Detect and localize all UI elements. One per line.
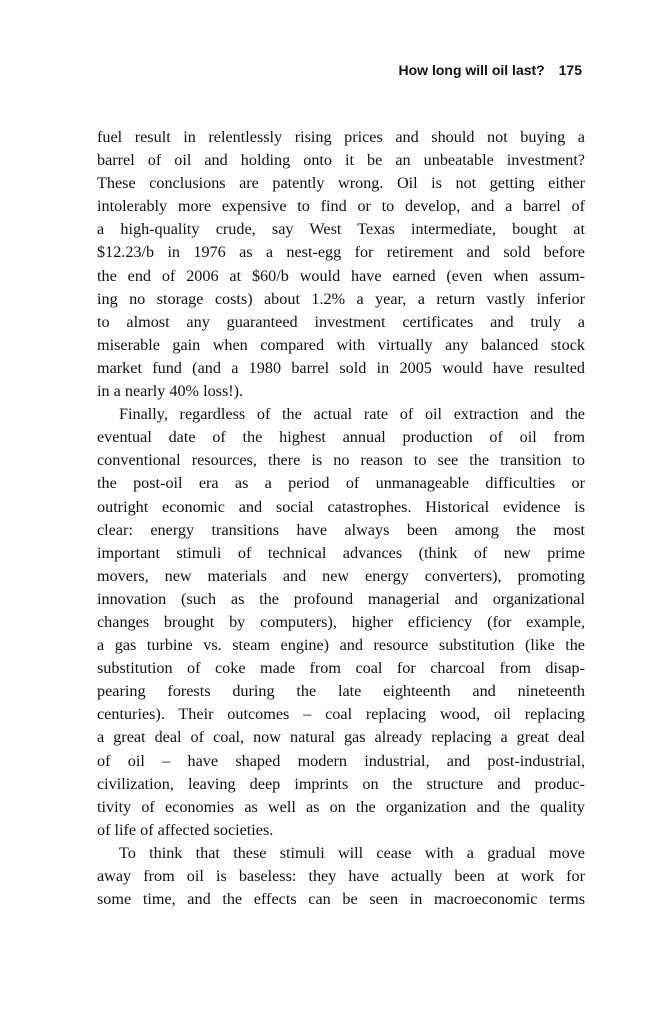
text-line: conventional resources, there is no reason to see the transition to bbox=[97, 451, 585, 470]
text-line: a great deal of coal, now natural gas already replacing a great deal bbox=[97, 728, 585, 747]
text-line: $12.23/b in 1976 as a nest-egg for retirement and sold before bbox=[97, 243, 585, 262]
text-line: miserable gain when compared with virtually any balanced stock bbox=[97, 335, 585, 354]
page-number: 175 bbox=[558, 62, 582, 78]
text-line: the post-oil era as a period of unmanageable difficulties or bbox=[97, 474, 585, 493]
text-line: a high-quality crude, say West Texas intermediate, bought at bbox=[97, 220, 585, 239]
paragraph bbox=[97, 126, 585, 403]
running-head bbox=[399, 61, 582, 79]
text-line: centuries). Their outcomes – coal replacing wood, oil replacing bbox=[97, 705, 585, 724]
text-line: To think that these stimuli will cease with a gradual move bbox=[119, 843, 585, 862]
text-line: innovation (such as the profound managerial and organizational bbox=[97, 589, 585, 608]
text-line: substitution of coke made from coal for charcoal from disap- bbox=[97, 659, 585, 678]
text-line: of oil – have shaped modern industrial, and post-industrial, bbox=[97, 751, 585, 770]
chapter-title: How long will oil last? bbox=[398, 62, 545, 78]
text-line: intolerably more expensive to find or to develop, and a barrel of bbox=[97, 197, 585, 216]
text-line: movers, new materials and new energy converters), promoting bbox=[97, 566, 585, 585]
text-line: civilization, leaving deep imprints on the structure and produc- bbox=[97, 774, 585, 793]
text-line: pearing forests during the late eighteenth and nineteenth bbox=[97, 682, 585, 701]
text-line: in a nearly 40% loss!). bbox=[97, 382, 244, 401]
text-line: ing no storage costs) about 1.2% a year, a return vastly inferior bbox=[97, 289, 585, 308]
text-line: market fund (and a 1980 barrel sold in 2005 would have resulted bbox=[97, 358, 585, 377]
text-line: eventual date of the highest annual production of oil from bbox=[97, 428, 585, 447]
text-line: barrel of oil and holding onto it be an unbeatable investment? bbox=[97, 151, 585, 170]
text-line: changes brought by computers), higher efficiency (for example, bbox=[97, 612, 585, 631]
text-line: These conclusions are patently wrong. Oil is not getting either bbox=[97, 174, 585, 193]
text-line: clear: energy transitions have always been among the most bbox=[97, 520, 585, 539]
text-line: some time, and the effects can be seen in macroeconomic terms bbox=[97, 890, 585, 909]
text-line: important stimuli of technical advances (think of new prime bbox=[97, 543, 585, 562]
text-line: outright economic and social catastrophes. Historical evidence is bbox=[97, 497, 585, 516]
text-line: Finally, regardless of the actual rate of oil extraction and the bbox=[119, 405, 585, 424]
text-line: fuel result in relentlessly rising prices and should not buying a bbox=[97, 128, 585, 146]
text-line: to almost any guaranteed investment certificates and truly a bbox=[97, 312, 585, 331]
text-line: a gas turbine vs. steam engine) and resource substitution (like the bbox=[97, 636, 585, 655]
paragraph bbox=[97, 403, 585, 842]
text-line: tivity of economies as well as on the organization and the quality bbox=[97, 797, 585, 816]
paragraph bbox=[97, 842, 585, 911]
text-line: away from oil is baseless: they have actually been at work for bbox=[97, 867, 585, 885]
text-line: the end of 2006 at $60/b would have earned (even when assum- bbox=[97, 266, 585, 285]
text-line: of life of affected societies. bbox=[97, 820, 274, 839]
body-text bbox=[97, 126, 585, 911]
